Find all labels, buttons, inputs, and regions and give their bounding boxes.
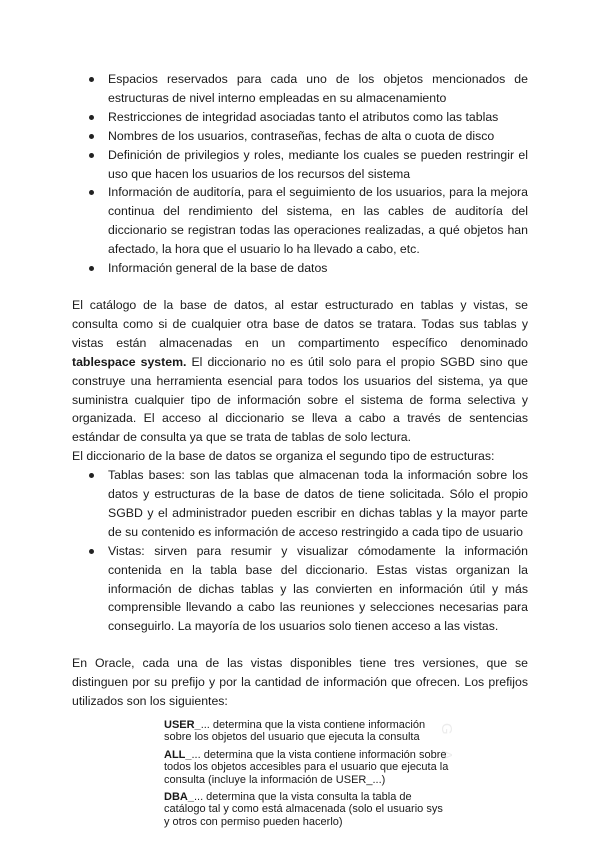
list-item: Espacios reservados para cada uno de los objetos mencionados de estructuras de nivel interno empleadas en su almacenamiento xyxy=(72,70,528,108)
document-content xyxy=(72,70,528,833)
bullet-icon xyxy=(89,190,94,195)
prefix-all: ALL_... determina que la vista contiene información sobre todos los objetos accesibles para el usuario que ejecuta la consulta (incluye la información de USER_...) xyxy=(164,748,449,786)
structure-bullet-list xyxy=(72,466,528,636)
list-item: Restricciones de integridad asociadas tanto el atributos como las tablas xyxy=(72,108,528,127)
list-item: Información general de la base de datos xyxy=(72,259,528,278)
bullet-icon xyxy=(89,77,94,82)
prefix-user: USER_... determina que la vista contiene información sobre los objetos del usuario que ejecuta la consulta xyxy=(164,719,426,744)
list-item: Tablas bases: son las tablas que almacenan toda la información sobre los datos y estructuras de la base de datos de tiene solicitada. Sólo el propio SGBD y el administrador pueden escribir en dichas tablas y la mayor parte de su contenido es información de acceso restringido a cada tipo de usuario xyxy=(72,466,528,542)
prefix-dba: DBA_... determina que la vista consulta la tabla de catálogo tal y como está almacenada (solo el usuario sys y otros con permiso pueden hacerlo) xyxy=(164,791,443,828)
structure-intro-paragraph: El diccionario de la base de datos se organiza el segundo tipo de estructuras: xyxy=(72,449,495,464)
bullet-icon xyxy=(89,134,94,139)
bullet-icon xyxy=(89,549,94,554)
bullet-icon xyxy=(89,266,94,271)
bullet-icon xyxy=(89,153,94,158)
watermark: G A xyxy=(438,723,455,767)
tablespace-term: tablespace system. xyxy=(72,354,187,369)
catalog-paragraph: El catálogo de la base de datos, al estar estructurado en tablas y vistas, se consulta como si de cualquier otra base de datos se tratara. Todas sus tablas y vistas están almacenadas en un compartimento específico denominado tablespace system. El diccionario no es útil solo para el propio SGBD sino que construye una herramienta esencial para todos los usuarios del sistema, ya que suministra cualquier tipo de información sobre el sistema de forma selectiva y organizada. El acceso al diccionario se lleva a cabo a través de sentencias estándar de consulta ya que se trata de tablas de solo lectura. xyxy=(72,297,528,445)
list-item: Información de auditoría, para el seguimiento de los usuarios, para la mejora continua del rendimiento del sistema, en las cables de auditoría del diccionario se registran todas las operaciones realizadas, a qué objetos han afectado, la hora que el usuario lo ha llevado a cabo, etc. xyxy=(72,183,528,259)
prefix-list xyxy=(164,719,449,828)
bullet-icon xyxy=(89,473,94,478)
list-item: Vistas: sirven para resumir y visualizar cómodamente la información contenida en la tabla base del diccionario. Estas vistas organizan la información de dichas tablas y las convierten en información útil y más comprensible llevando a cabo las reuniones y selecciones necesarias para conseguirlo. La mayoría de los usuarios solo tienen acceso a las vistas. xyxy=(72,542,528,637)
list-item: Definición de privilegios y roles, mediante los cuales se pueden restringir el uso que hacen los usuarios de los recursos del sistema xyxy=(72,146,528,184)
oracle-paragraph: En Oracle, cada una de las vistas disponibles tiene tres versiones, que se distinguen por su prefijo y por la cantidad de información que ofrecen. Los prefijos utilizados son los siguientes: xyxy=(72,656,528,709)
bullet-icon xyxy=(89,115,94,120)
top-bullet-list xyxy=(72,70,528,278)
list-item: Nombres de los usuarios, contraseñas, fechas de alta o cuota de disco xyxy=(72,127,528,146)
